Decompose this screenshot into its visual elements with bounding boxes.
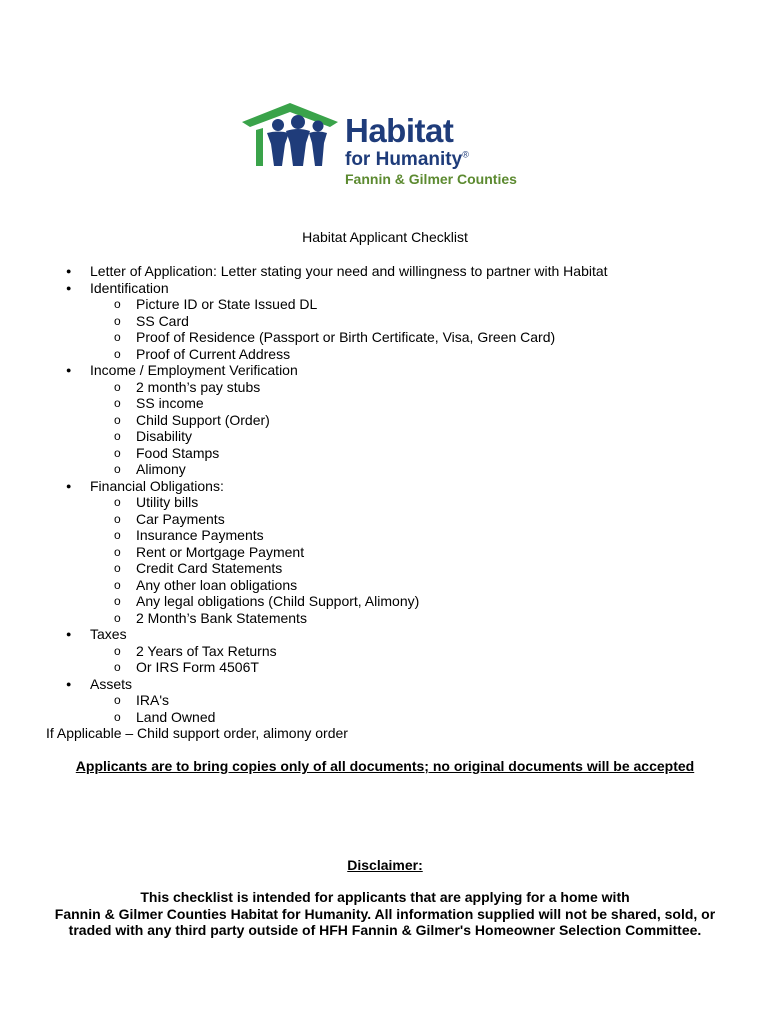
sub-item-text: Proof of Residence (Passport or Birth Certificate, Visa, Green Card)	[136, 329, 556, 345]
sub-item-text: 2 Years of Tax Returns	[136, 642, 277, 659]
sub-bullet-icon: o	[114, 528, 121, 542]
sub-bullet-icon: o	[114, 297, 121, 311]
sub-item-text: IRA's	[136, 692, 170, 708]
sub-item-text: Car Payments	[136, 510, 225, 527]
sub-item-text: 2 month’s pay stubs	[136, 378, 261, 395]
sub-item	[0, 659, 770, 676]
sub-bullet-icon: o	[114, 643, 121, 658]
sub-item-text: Rent or Mortgage Payment	[136, 543, 305, 560]
registered-mark: ®	[462, 149, 469, 160]
sub-bullet-icon: o	[114, 577, 121, 592]
sub-item	[0, 527, 770, 544]
habitat-logo	[240, 100, 525, 192]
sub-item	[0, 692, 770, 709]
sub-item-text: Proof of Current Address	[136, 345, 291, 362]
sub-bullet-icon: o	[114, 412, 121, 427]
bullet-icon: ●	[66, 480, 72, 491]
sub-item	[0, 610, 770, 627]
sub-bullet-icon: o	[114, 313, 121, 328]
applicant-checklist	[0, 263, 770, 725]
sub-bullet-icon: o	[114, 544, 121, 559]
list-item-text: Financial Obligations:	[90, 477, 224, 494]
sub-bullet-icon: o	[114, 660, 121, 674]
sub-item	[0, 593, 770, 610]
sub-bullet-icon: o	[114, 561, 121, 575]
list-item-financial	[0, 478, 770, 495]
sub-item	[0, 428, 770, 445]
disclaimer-line: Fannin & Gilmer Counties Habitat for Humanity. All information supplied will not be shared, sold, or	[54, 905, 716, 922]
list-item-text: Letter of Application: Letter stating your need and willingness to partner with Habitat	[90, 263, 608, 279]
sub-bullet-icon: o	[114, 495, 121, 509]
list-item-text: Assets	[90, 675, 133, 692]
sub-item-text: SS Card	[136, 312, 189, 329]
list-item-text: Identification	[90, 279, 169, 296]
sub-item-text: Disability	[136, 428, 193, 444]
bullet-icon: ●	[66, 282, 72, 293]
sub-bullet-icon: o	[114, 379, 121, 394]
sub-item	[0, 544, 770, 561]
house-people-icon	[240, 100, 340, 170]
list-item-letter	[0, 263, 770, 280]
disclaimer-body	[0, 889, 770, 939]
bullet-icon: ●	[66, 365, 72, 375]
sub-bullet-icon: o	[114, 462, 121, 476]
list-item-taxes	[0, 626, 770, 643]
sub-item	[0, 379, 770, 396]
sub-item-text: Alimony	[136, 461, 186, 477]
sub-item-text: Utility bills	[136, 494, 199, 510]
sub-bullet-icon: o	[114, 709, 121, 724]
sub-bullet-icon: o	[114, 429, 121, 443]
sub-item-text: Insurance Payments	[136, 527, 264, 543]
sub-item	[0, 313, 770, 330]
page-title: Habitat Applicant Checklist	[302, 229, 468, 245]
sub-item	[0, 412, 770, 429]
sub-bullet-icon: o	[114, 330, 121, 344]
sub-item-text: Or IRS Form 4506T	[136, 659, 259, 675]
sub-item	[0, 395, 770, 412]
sub-bullet-icon: o	[114, 610, 121, 625]
list-item-income	[0, 362, 770, 379]
list-item-identification	[0, 280, 770, 297]
list-item-assets	[0, 676, 770, 693]
bullet-icon: ●	[66, 266, 72, 276]
sub-item-text: Food Stamps	[136, 444, 220, 461]
sub-item-text: Picture ID or State Issued DL	[136, 296, 318, 312]
sub-bullet-icon: o	[114, 693, 121, 707]
sub-item-text: 2 Month’s Bank Statements	[136, 609, 307, 626]
list-item-text: Taxes	[90, 626, 127, 642]
logo-tagline: for Humanity®	[345, 149, 469, 170]
sub-item	[0, 643, 770, 660]
sub-item-text: SS income	[136, 395, 204, 411]
sub-item-text: Child Support (Order)	[136, 411, 270, 428]
bullet-icon: ●	[66, 629, 72, 639]
bullet-icon: ●	[66, 678, 72, 689]
sub-item-text: Credit Card Statements	[136, 560, 283, 576]
sub-item	[0, 511, 770, 528]
sub-item	[0, 296, 770, 313]
sub-bullet-icon: o	[114, 445, 121, 460]
logo-county-name: Fannin & Gilmer Counties	[345, 171, 517, 187]
sub-bullet-icon: o	[114, 346, 121, 361]
sub-bullet-icon: o	[114, 396, 121, 410]
sub-bullet-icon: o	[114, 511, 121, 526]
disclaimer-line: This checklist is intended for applicants that are applying for a home with	[140, 889, 630, 905]
sub-item	[0, 329, 770, 346]
copies-notice: Applicants are to bring copies only of all documents; no original documents will be accepted	[75, 758, 695, 774]
sub-item	[0, 577, 770, 594]
if-applicable-note: If Applicable – Child support order, alimony order	[46, 725, 348, 741]
sub-item	[0, 560, 770, 577]
sub-item	[0, 445, 770, 462]
sub-item	[0, 346, 770, 363]
sub-item	[0, 709, 770, 726]
sub-item	[0, 494, 770, 511]
disclaimer-title: Disclaimer:	[347, 857, 423, 873]
sub-item	[0, 461, 770, 478]
sub-item-text: Land Owned	[136, 708, 216, 725]
sub-item-text: Any legal obligations (Child Support, Alimony)	[136, 593, 420, 609]
sub-item-text: Any other loan obligations	[136, 576, 298, 593]
logo-wordmark: Habitat	[345, 112, 454, 149]
sub-bullet-icon: o	[114, 594, 121, 608]
disclaimer-line: traded with any third party outside of HFH Fannin & Gilmer's Homeowner Selection Committee.	[68, 922, 702, 938]
list-item-text: Income / Employment Verification	[90, 362, 298, 378]
